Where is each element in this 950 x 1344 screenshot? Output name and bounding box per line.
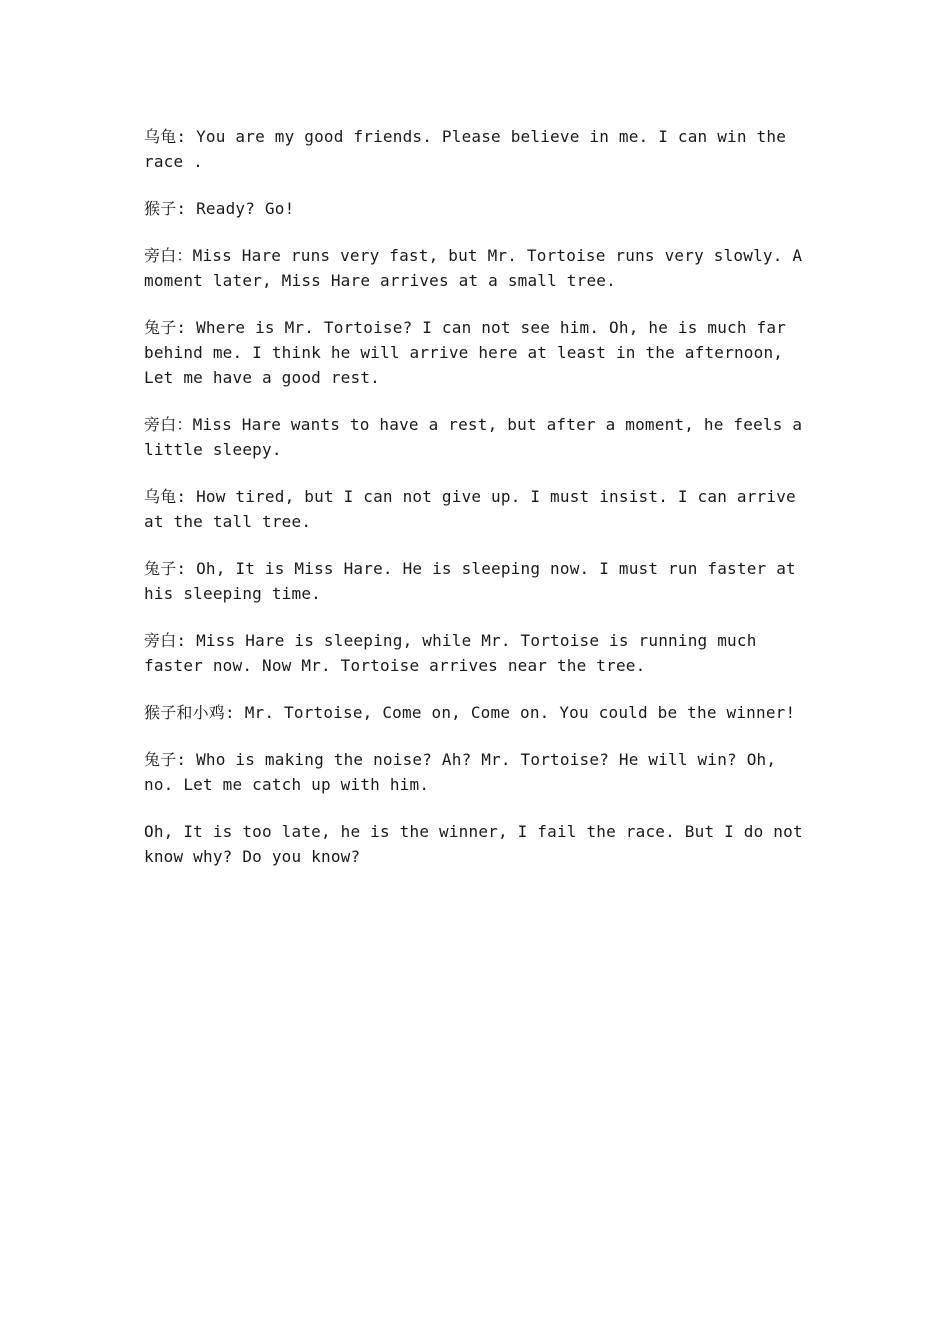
line-text: Mr. Tortoise, Come on, Come on. You could be the winner! (244, 703, 796, 722)
speaker-label: 旁白 (144, 415, 177, 434)
speaker-label: 兔子 (144, 559, 177, 578)
paragraph-8 (144, 628, 810, 678)
line-text: Miss Hare is sleeping, while Mr. Tortoise is running much faster now. Now Mr. Tortoise arrives near the tree. (144, 631, 757, 675)
paragraph-6 (144, 484, 810, 534)
speaker-separator: : (176, 631, 197, 650)
document-body (144, 124, 810, 891)
paragraph-9 (144, 700, 810, 725)
speaker-separator: ： (176, 415, 193, 434)
line-text: How tired, but I can not give up. I must insist. I can arrive at the tall tree. (144, 487, 796, 531)
line-text: Oh, It is Miss Hare. He is sleeping now. I must run faster at his sleeping time. (144, 559, 796, 603)
line-text: Who is making the noise? Ah? Mr. Tortoise? He will win? Oh, no. Let me catch up with him. (144, 750, 777, 794)
speaker-separator: : (176, 127, 197, 146)
speaker-label: 猴子 (144, 199, 177, 218)
line-text: Oh, It is too late, he is the winner, I fail the race. But I do not know why? Do you know? (144, 822, 803, 866)
paragraph-3 (144, 243, 810, 293)
paragraph-7 (144, 556, 810, 606)
speaker-label: 旁白 (144, 246, 177, 265)
line-text: Where is Mr. Tortoise? I can not see him. Oh, he is much far behind me. I think he will arrive here at least in the afternoon, Let me have a good rest. (144, 318, 787, 387)
speaker-label: 猴子和小鸡 (144, 703, 226, 722)
speaker-label: 乌龟 (144, 487, 177, 506)
line-text: You are my good friends. Please believe in me. I can win the race . (144, 127, 787, 171)
speaker-label: 兔子 (144, 750, 177, 769)
paragraph-10 (144, 747, 810, 797)
line-text: Ready? Go! (196, 199, 295, 218)
speaker-separator: : (176, 750, 197, 769)
speaker-separator: : (176, 559, 197, 578)
speaker-label: 兔子 (144, 318, 177, 337)
speaker-separator: : (176, 487, 197, 506)
speaker-label: 乌龟 (144, 127, 177, 146)
paragraph-5 (144, 412, 810, 462)
paragraph-2 (144, 196, 810, 221)
speaker-separator: : (176, 199, 197, 218)
paragraph-4 (144, 315, 810, 390)
speaker-separator: : (176, 318, 197, 337)
speaker-separator: : (225, 703, 245, 722)
line-text: Miss Hare runs very fast, but Mr. Tortoise runs very slowly. A moment later, Miss Hare arrives at a small tree. (144, 246, 803, 290)
paragraph-11 (144, 819, 810, 869)
speaker-separator: ： (176, 246, 193, 265)
speaker-label: 旁白 (144, 631, 177, 650)
line-text: Miss Hare wants to have a rest, but after a moment, he feels a little sleepy. (144, 415, 803, 459)
paragraph-1 (144, 124, 810, 174)
